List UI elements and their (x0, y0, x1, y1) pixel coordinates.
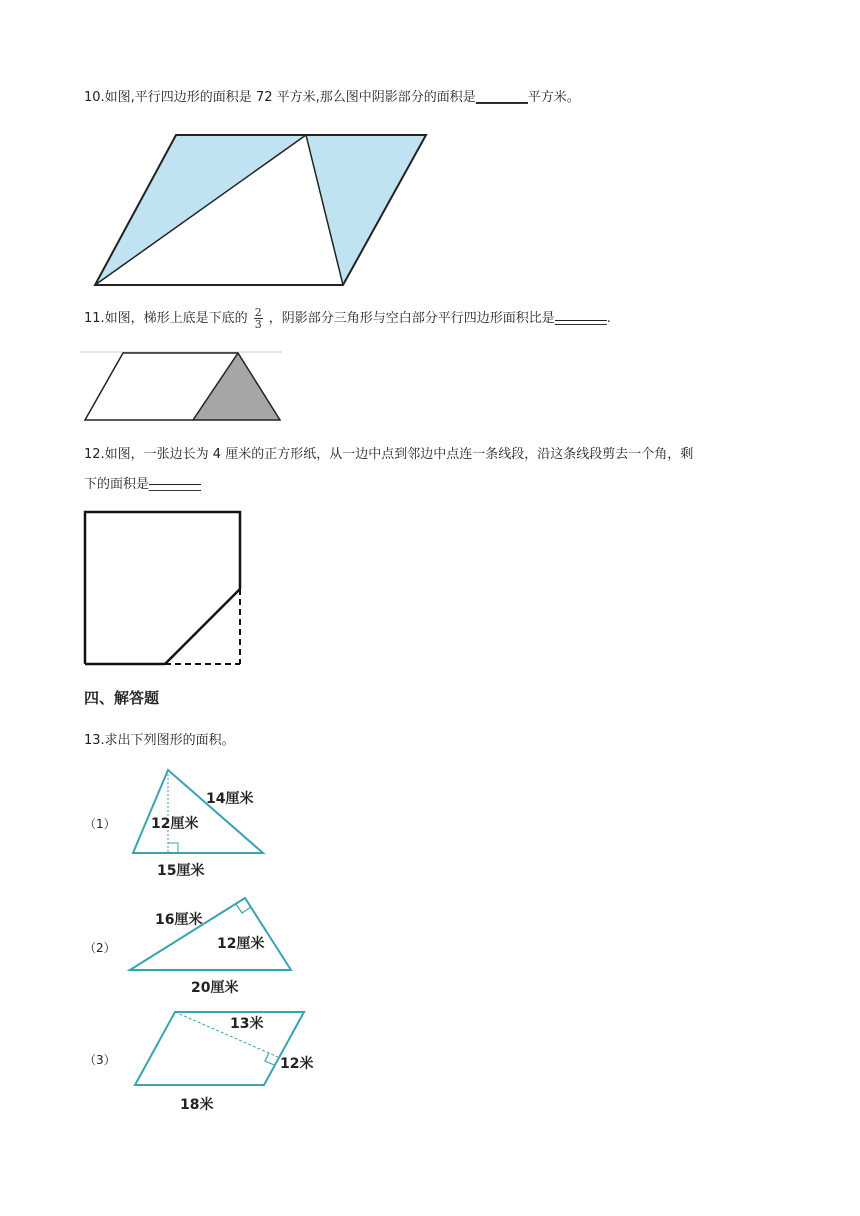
side-label: 16厘米 (155, 912, 203, 928)
triangle-figure-2 (125, 895, 295, 1000)
sub-label-3: （3） (84, 1053, 116, 1067)
square-figure (82, 509, 246, 669)
question-11 (84, 306, 611, 332)
question-10-suffix: 平方米。 (527, 90, 580, 105)
question-12-line1: 12.如图，一张边长为 4 厘米的正方形纸，从一边中点到邻边中点连一条线段，沿这条线段剪去一个角，剩 (84, 447, 694, 462)
square-outline (85, 512, 240, 664)
side-label: 13米 (230, 1016, 264, 1032)
sub-label-2: （2） (84, 941, 116, 955)
shaded-triangle (193, 353, 280, 420)
question-11-text: 11.如图，梯形上底是下底的 (84, 311, 248, 326)
answer-blank[interactable]: ________ (555, 306, 607, 321)
triangle-outline (133, 770, 263, 853)
trapezoid-figure (80, 348, 285, 424)
question-11-end: . (606, 311, 611, 326)
question-13-stem: 13.求出下列图形的面积。 (84, 733, 235, 748)
right-angle-mark (168, 843, 178, 853)
answer-blank[interactable]: ________ (475, 90, 528, 105)
side-label: 14厘米 (206, 791, 254, 807)
base-label: 20厘米 (191, 980, 239, 996)
base-label: 18米 (180, 1097, 214, 1113)
sub-label-1: （1） (84, 817, 116, 831)
question-10 (84, 88, 580, 108)
height-label: 12厘米 (217, 936, 265, 952)
fraction-denominator: 3 (254, 318, 262, 331)
fraction (254, 307, 263, 330)
answer-blank[interactable]: ________ (149, 470, 201, 485)
parallelogram-figure-3 (130, 1008, 325, 1116)
parallelogram-outline (135, 1012, 304, 1085)
triangle-outline (130, 898, 291, 970)
question-12 (84, 440, 693, 500)
question-11-suffix: ，阴影部分三角形与空白部分平行四边形面积比是 (268, 311, 555, 326)
height-label: 12厘米 (151, 816, 199, 832)
section-title: 四、解答题 (84, 689, 160, 707)
fraction-numerator: 2 (254, 306, 262, 319)
question-12-line2: 下的面积是 (84, 477, 150, 492)
parallelogram-figure (88, 128, 433, 290)
question-10-text: 10.如图,平行四边形的面积是 72 平方米,那么图中阴影部分的面积是 (84, 90, 476, 105)
base-label: 15厘米 (157, 863, 205, 879)
triangle-figure-1 (128, 765, 278, 880)
height-label: 12米 (280, 1056, 314, 1072)
cut-line (165, 589, 240, 664)
